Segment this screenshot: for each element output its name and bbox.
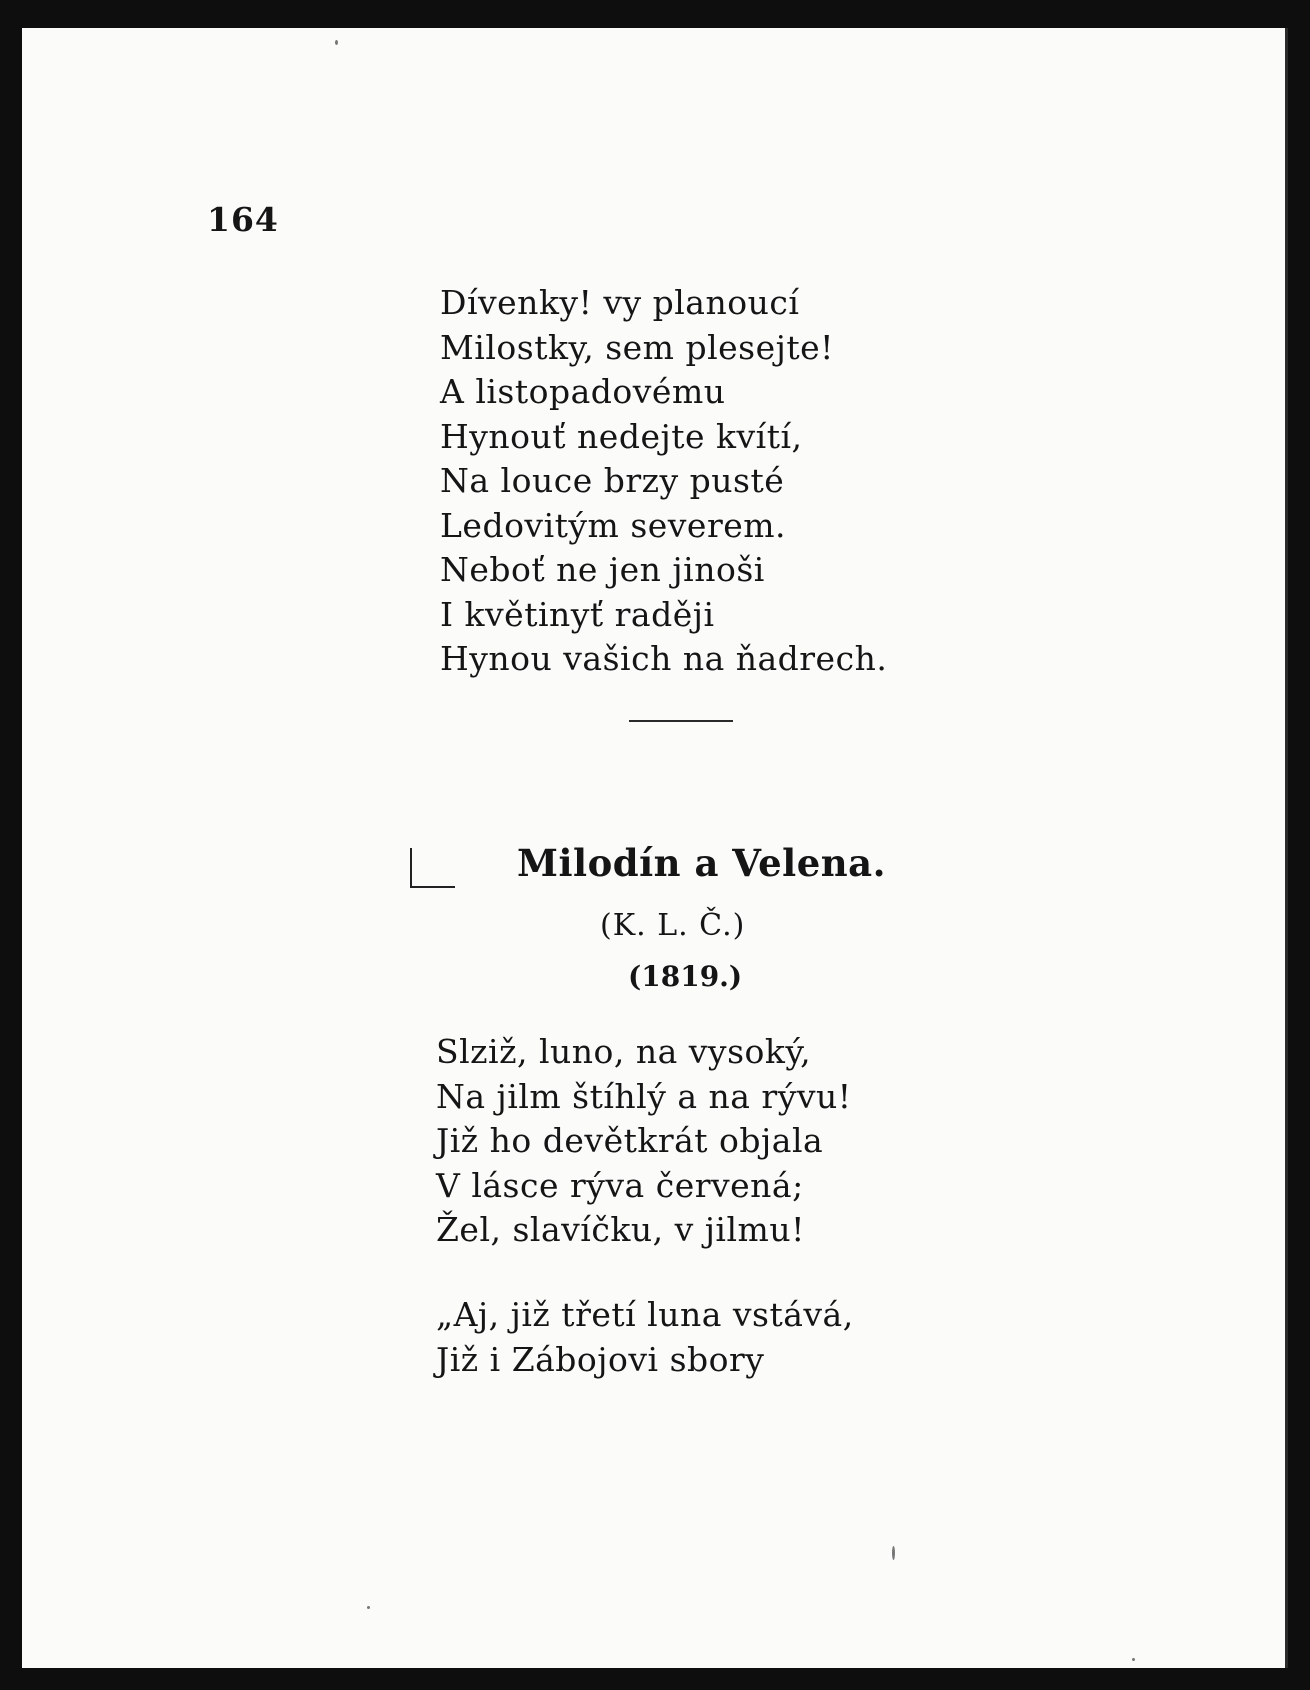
poem-line: Na louce brzy pusté [440,461,785,500]
scan-speck [1132,1658,1135,1661]
poem-line: Neboť ne jen jinoši [440,550,765,589]
poem-line: Hynouť nedejte kvítí, [440,416,803,456]
poem-line: Na jilm štíhlý a na rývu! [436,1076,852,1116]
poem-line: I květinyť raději [440,594,715,634]
poem-title: Milodín a Velena. [517,841,887,885]
poem-stanza [440,281,887,682]
page-number: 164 [207,200,279,239]
poem-line: Milostky, sem plesejte! [440,327,834,367]
pencil-mark [410,886,455,888]
poem-line: A listopadovému [440,372,726,411]
poem-line: Dívenky! vy planoucí [440,283,800,322]
poem-line: „Aj, již třetí luna vstává, [436,1295,854,1334]
poem-line: Žel, slavíčku, v jilmu! [436,1210,805,1249]
poem-line: Již ho devětkrát objala [436,1121,824,1160]
poem-line: Hynou vašich na ňadrech. [440,639,888,678]
poem-line: Slziž, luno, na vysoký, [436,1032,812,1071]
pencil-mark [410,848,412,888]
scan-speck [335,40,338,45]
poem-line: V lásce rýva červená; [436,1165,804,1205]
book-page [22,28,1288,1668]
poem-year: (1819.) [628,960,743,993]
poem-author: (K. L. Č.) [600,908,746,943]
poem-stanza [436,1030,852,1253]
scan-speck [367,1606,370,1609]
poem-line: Již i Zábojovi sbory [436,1339,765,1379]
poem-stanza [436,1293,854,1382]
section-divider [629,720,733,722]
poem-line: Ledovitým severem. [440,505,787,545]
scan-speck [892,1546,895,1560]
